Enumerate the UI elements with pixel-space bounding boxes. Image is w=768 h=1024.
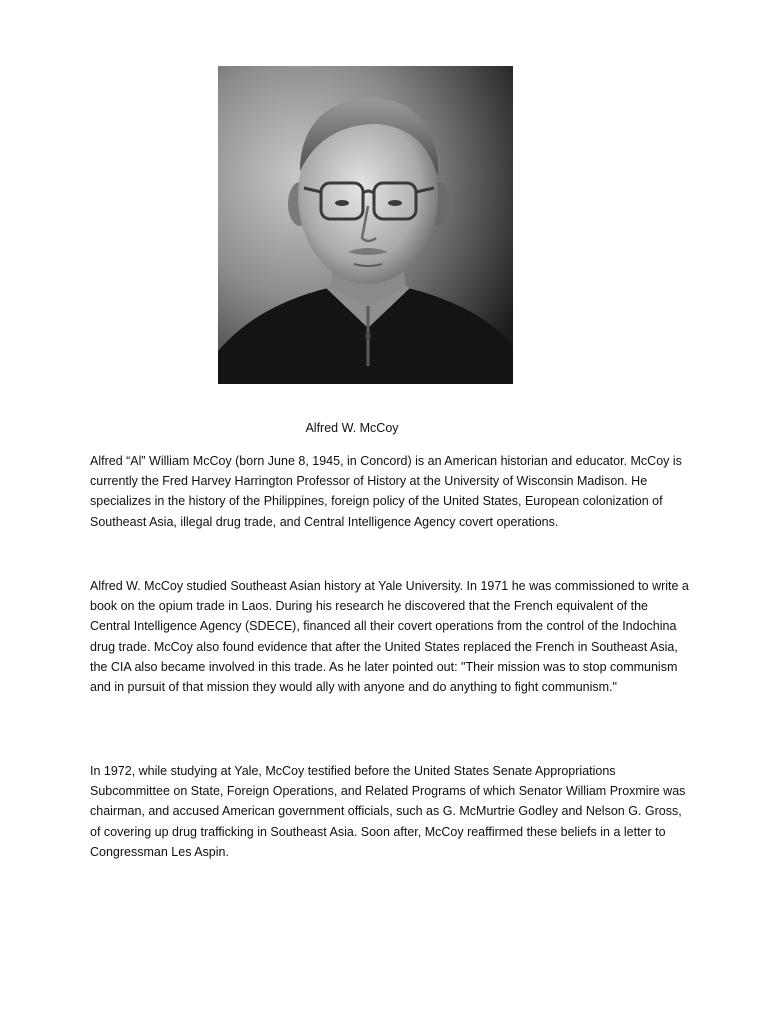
photo-caption: Alfred W. McCoy	[305, 421, 399, 435]
portrait-photo	[218, 66, 513, 384]
paragraph-yale-studies: Alfred W. McCoy studied Southeast Asian history at Yale University. In 1971 he was commissioned to write a book on the opium trade in Laos. During his research he discovered that the French equivalent of the Central Intelligence Agency (SDECE), financed all their covert operations from the control of the Indochina drug trade. McCoy also found evidence that after the United States replaced the French in Southeast Asia, the CIA also became involved in this trade. As he later pointed out: "Their mission was to stop communism and in pursuit of that mission they would ally with anyone and do anything to fight communism."	[90, 579, 689, 695]
paragraph-intro: Alfred “Al” William McCoy (born June 8, 1945, in Concord) is an American historian and educator. McCoy is currently the Fred Harvey Harrington Professor of History at the University of Wisconsin Madison. He specializes in the history of the Philippines, foreign policy of the United States, European colonization of Southeast Asia, illegal drug trade, and Central Intelligence Agency covert operations.	[90, 454, 682, 529]
portrait-illustration	[218, 66, 513, 384]
paragraph-senate-testimony: In 1972, while studying at Yale, McCoy testified before the United States Senate Appropriations Subcommittee on State, Foreign Operations, and Related Programs of which Senator William Proxmire was chairman, and accused American government officials, such as G. McMurtrie Godley and Nelson G. Gross, of covering up drug trafficking in Southeast Asia. Soon after, McCoy reaffirmed these beliefs in a letter to Congressman Les Aspin.	[90, 764, 686, 859]
